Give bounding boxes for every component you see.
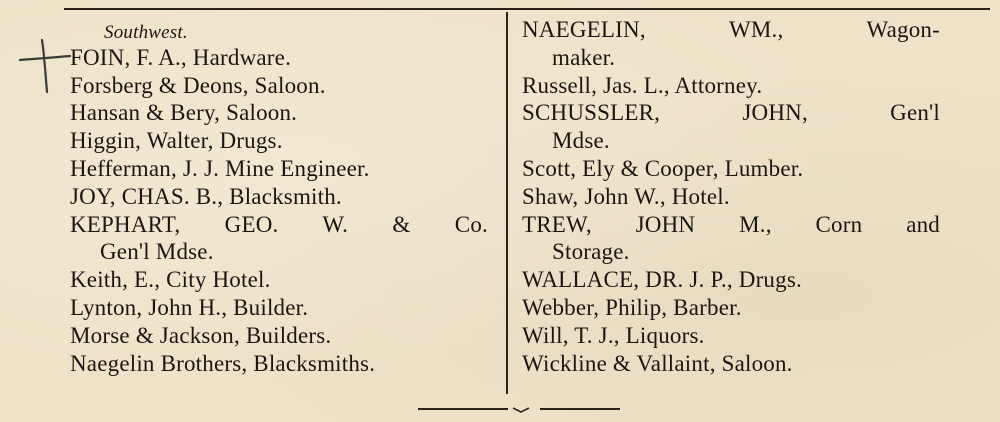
listing-entry: KEPHART, GEO. W. & Co. xyxy=(70,211,488,237)
section-heading: Southwest. xyxy=(104,22,188,43)
listing-entry: FOIN, F. A., Hardware. xyxy=(70,44,292,70)
right-column xyxy=(522,16,946,377)
listing-entry: Hefferman, J. J. Mine Engineer. xyxy=(70,155,370,181)
listing-entry-continuation: Storage. xyxy=(552,239,630,265)
listing-entry: SCHUSSLER, JOHN, Gen'l xyxy=(522,100,940,126)
listing-entry: Will, T. J., Liquors. xyxy=(522,322,705,348)
listing-entry: WALLACE, DR. J. P., Drugs. xyxy=(522,267,802,293)
bottom-rule-left xyxy=(418,408,508,410)
top-rule xyxy=(64,8,990,10)
listing-entry: TREW, JOHN M., Corn and xyxy=(522,211,940,237)
listing-entry: Lynton, John H., Builder. xyxy=(70,294,309,320)
listing-entry: Keith, E., City Hotel. xyxy=(70,267,271,293)
listing-entry: Shaw, John W., Hotel. xyxy=(522,183,730,209)
listing-entry-continuation: Mdse. xyxy=(552,128,610,154)
listing-entry-continuation: maker. xyxy=(552,44,616,70)
listing-entry: Naegelin Brothers, Blacksmiths. xyxy=(70,350,376,376)
left-column xyxy=(70,16,500,377)
listing-entry: Forsberg & Deons, Saloon. xyxy=(70,72,326,98)
listing-entry: NAEGELIN, WM., Wagon- xyxy=(522,17,940,42)
listing-entry: JOY, CHAS. B., Blacksmith. xyxy=(70,183,342,209)
listing-entry: Russell, Jas. L., Attorney. xyxy=(522,72,763,98)
listing-entry-continuation: Gen'l Mdse. xyxy=(100,239,214,265)
handwritten-cross-mark-icon xyxy=(14,34,78,98)
bottom-rule-right xyxy=(540,408,620,410)
listing-entry: Higgin, Walter, Drugs. xyxy=(70,128,283,154)
listing-entry: Scott, Ely & Cooper, Lumber. xyxy=(522,155,804,181)
listing-entry: Webber, Philip, Barber. xyxy=(522,294,742,320)
bottom-ornament-tick xyxy=(512,406,530,414)
listing-entry: Morse & Jackson, Builders. xyxy=(70,322,332,348)
listing-entry: Wickline & Vallaint, Saloon. xyxy=(522,350,793,376)
column-divider xyxy=(506,12,508,394)
listing-entry: Hansan & Bery, Saloon. xyxy=(70,100,298,126)
